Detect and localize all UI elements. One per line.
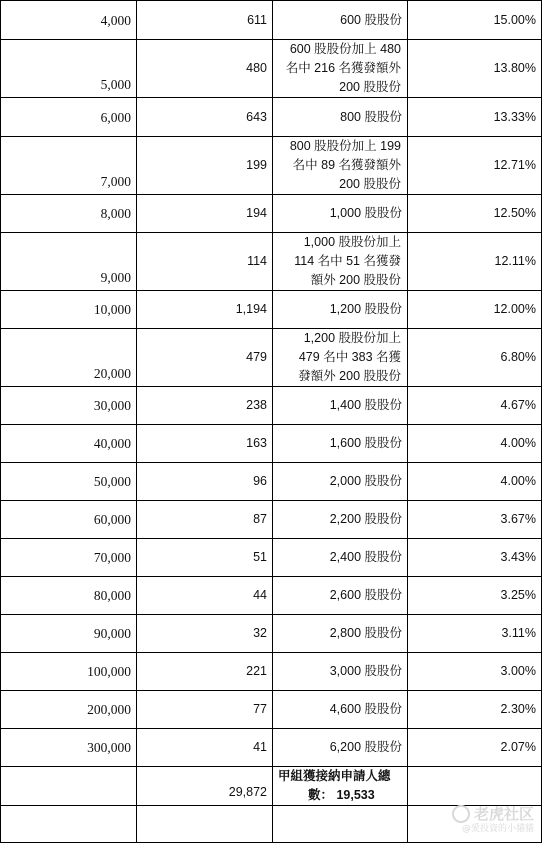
valid-applications-cell: 480 — [137, 40, 273, 98]
percentage-cell: 4.67% — [408, 387, 542, 425]
total-row — [1, 767, 542, 806]
valid-applications-cell: 163 — [137, 425, 273, 463]
allocation-basis-cell — [273, 98, 408, 137]
percentage-cell: 13.80% — [408, 40, 542, 98]
shares-applied-cell: 9,000 — [1, 233, 137, 291]
table-row — [1, 615, 542, 653]
shares-applied-cell: 50,000 — [1, 463, 137, 501]
percentage-cell: 12.11% — [408, 233, 542, 291]
table-row — [1, 195, 542, 233]
watermark-logo — [452, 803, 534, 824]
allocation-basis-line: 6,200 股股份 — [329, 740, 402, 754]
allocation-basis-cell — [273, 615, 408, 653]
tiger-logo-icon — [452, 805, 470, 823]
table-row — [1, 729, 542, 767]
valid-applications-cell: 51 — [137, 539, 273, 577]
valid-applications-cell: 41 — [137, 729, 273, 767]
allocation-basis-line: 名中 89 名獲發額外 — [292, 158, 401, 172]
percentage-cell: 2.07% — [408, 729, 542, 767]
percentage-cell: 3.25% — [408, 577, 542, 615]
allocation-basis-cell — [273, 577, 408, 615]
shares-applied-cell: 80,000 — [1, 577, 137, 615]
valid-applications-cell: 479 — [137, 329, 273, 387]
valid-applications-cell: 114 — [137, 233, 273, 291]
allocation-basis-line: 1,000 股股份加上 — [303, 235, 401, 249]
shares-applied-cell: 30,000 — [1, 387, 137, 425]
table-row — [1, 501, 542, 539]
total-successful-applicants-cell — [273, 767, 408, 806]
allocation-basis-line: 2,600 股股份 — [329, 588, 402, 602]
allocation-basis-cell — [273, 291, 408, 329]
percentage-cell: 6.80% — [408, 329, 542, 387]
valid-applications-cell: 44 — [137, 577, 273, 615]
shares-applied-cell: 7,000 — [1, 137, 137, 195]
total-empty-cell — [1, 767, 137, 806]
allocation-basis-line: 1,200 股股份 — [329, 302, 402, 316]
watermark-logo-text: 老虎社区 — [473, 805, 534, 823]
allocation-basis-cell — [273, 195, 408, 233]
table-row — [1, 329, 542, 387]
shares-applied-cell: 60,000 — [1, 501, 137, 539]
total-label-line: 數： 19,533 — [308, 788, 375, 802]
allocation-basis-cell — [273, 463, 408, 501]
table-row — [1, 577, 542, 615]
valid-applications-cell: 611 — [137, 1, 273, 40]
allocation-basis-line: 發額外 200 股股份 — [298, 369, 401, 383]
valid-applications-cell: 96 — [137, 463, 273, 501]
allocation-basis-line: 800 股股份加上 199 — [289, 139, 401, 153]
shares-applied-cell: 40,000 — [1, 425, 137, 463]
allocation-basis-cell — [273, 40, 408, 98]
allocation-basis-cell — [273, 329, 408, 387]
blank-cell — [273, 806, 408, 843]
shares-applied-cell: 300,000 — [1, 729, 137, 767]
allocation-basis-cell — [273, 387, 408, 425]
blank-cell — [1, 806, 137, 843]
table-row — [1, 691, 542, 729]
percentage-cell: 12.50% — [408, 195, 542, 233]
percentage-cell: 2.30% — [408, 691, 542, 729]
allocation-table-body — [1, 1, 542, 843]
allocation-basis-cell — [273, 691, 408, 729]
allocation-basis-line: 1,000 股股份 — [329, 206, 402, 220]
allocation-basis-line: 1,600 股股份 — [329, 436, 402, 450]
shares-applied-cell: 10,000 — [1, 291, 137, 329]
table-row — [1, 291, 542, 329]
valid-applications-cell: 32 — [137, 615, 273, 653]
shares-applied-cell: 70,000 — [1, 539, 137, 577]
allocation-basis-cell — [273, 425, 408, 463]
allocation-basis-cell — [273, 501, 408, 539]
valid-applications-cell: 221 — [137, 653, 273, 691]
percentage-cell: 13.33% — [408, 98, 542, 137]
percentage-cell: 15.00% — [408, 1, 542, 40]
allocation-basis-line: 名中 216 名獲發額外 — [285, 61, 401, 75]
shares-applied-cell: 200,000 — [1, 691, 137, 729]
total-empty-cell — [408, 767, 542, 806]
allocation-basis-line: 2,800 股股份 — [329, 626, 402, 640]
table-row — [1, 98, 542, 137]
percentage-cell: 3.11% — [408, 615, 542, 653]
total-label-line: 甲組獲接納申請人總 — [278, 769, 391, 783]
watermark-handle: @愛投資的小貓貓 — [461, 824, 534, 834]
table-row — [1, 653, 542, 691]
allocation-basis-line: 2,000 股股份 — [329, 474, 402, 488]
allocation-basis-line: 1,200 股股份加上 — [303, 331, 401, 345]
allocation-basis-line: 2,200 股股份 — [329, 512, 402, 526]
shares-applied-cell: 90,000 — [1, 615, 137, 653]
percentage-cell: 3.43% — [408, 539, 542, 577]
allocation-basis-cell — [273, 1, 408, 40]
valid-applications-cell: 194 — [137, 195, 273, 233]
percentage-cell: 3.67% — [408, 501, 542, 539]
allocation-basis-line: 114 名中 51 名獲發 — [294, 254, 401, 268]
allocation-basis-line: 1,400 股股份 — [329, 398, 402, 412]
allocation-basis-cell — [273, 653, 408, 691]
table-row — [1, 539, 542, 577]
percentage-cell: 4.00% — [408, 425, 542, 463]
shares-applied-cell: 5,000 — [1, 40, 137, 98]
percentage-cell: 12.71% — [408, 137, 542, 195]
valid-applications-cell: 238 — [137, 387, 273, 425]
allocation-basis-line: 200 股股份 — [339, 177, 401, 191]
shares-applied-cell: 100,000 — [1, 653, 137, 691]
percentage-cell: 3.00% — [408, 653, 542, 691]
allocation-basis-line: 2,400 股股份 — [329, 550, 402, 564]
blank-cell — [137, 806, 273, 843]
allocation-basis-line: 800 股股份 — [340, 109, 402, 124]
allocation-basis-cell — [273, 233, 408, 291]
table-row — [1, 233, 542, 291]
allocation-basis-line: 479 名中 383 名獲 — [298, 350, 401, 364]
allocation-basis-line: 額外 200 股股份 — [310, 273, 401, 287]
watermark — [452, 803, 534, 835]
allocation-basis-cell — [273, 539, 408, 577]
valid-applications-cell: 1,194 — [137, 291, 273, 329]
allocation-basis-line: 4,600 股股份 — [329, 702, 402, 716]
allocation-basis-cell — [273, 137, 408, 195]
table-row — [1, 137, 542, 195]
table-row — [1, 387, 542, 425]
allocation-basis-line: 600 股股份加上 480 — [289, 42, 401, 56]
table-row — [1, 463, 542, 501]
allocation-basis-line: 3,000 股股份 — [329, 664, 402, 678]
percentage-cell: 12.00% — [408, 291, 542, 329]
table-row — [1, 425, 542, 463]
valid-applications-cell: 77 — [137, 691, 273, 729]
table-row — [1, 1, 542, 40]
allocation-basis-cell — [273, 729, 408, 767]
shares-applied-cell: 8,000 — [1, 195, 137, 233]
shares-applied-cell: 20,000 — [1, 329, 137, 387]
percentage-cell: 4.00% — [408, 463, 542, 501]
allocation-basis-line: 200 股股份 — [339, 80, 401, 94]
allocation-basis-line: 600 股股份 — [340, 12, 402, 27]
table-row — [1, 40, 542, 98]
shares-applied-cell: 6,000 — [1, 98, 137, 137]
valid-applications-cell: 87 — [137, 501, 273, 539]
valid-applications-cell: 199 — [137, 137, 273, 195]
shares-applied-cell: 4,000 — [1, 1, 137, 40]
total-applications-cell: 29,872 — [137, 767, 273, 806]
valid-applications-cell: 643 — [137, 98, 273, 137]
